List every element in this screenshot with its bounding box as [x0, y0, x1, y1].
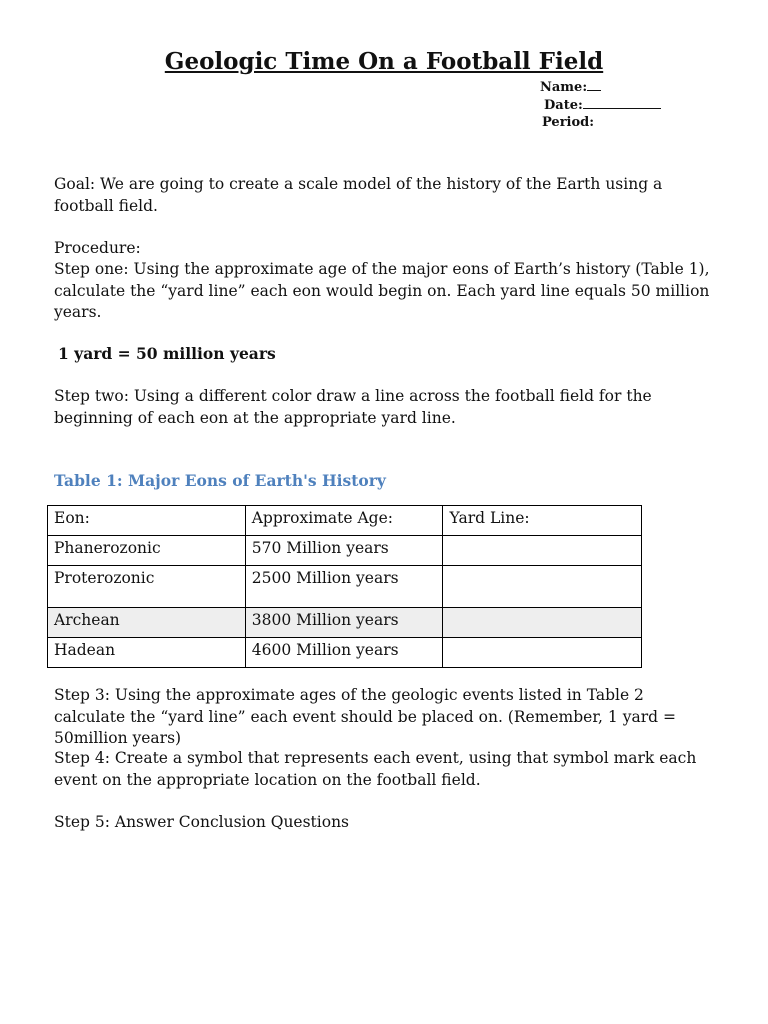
age-cell: 570 Million years: [245, 536, 443, 566]
period-field: [542, 114, 594, 132]
eon-cell: Hadean: [48, 638, 246, 668]
header-eon: Eon:: [48, 506, 246, 536]
eon-cell: Proterozonic: [48, 566, 246, 608]
step-two-paragraph: Step two: Using a different color draw a line across the football field for the beginning of each eon at the appropriate yard line.: [54, 387, 652, 427]
date-field: [544, 96, 661, 115]
table-row: [48, 536, 642, 566]
age-cell: 2500 Million years: [245, 566, 443, 608]
yard-cell[interactable]: [443, 638, 642, 668]
yard-cell[interactable]: [443, 566, 642, 608]
page-title: Geologic Time On a Football Field: [164, 48, 604, 75]
step-4-paragraph: Step 4: Create a symbol that represents each event, using that symbol mark each event on the appropriate location on the football field.: [54, 749, 697, 789]
eon-cell: Phanerozonic: [48, 536, 246, 566]
header-yard: Yard Line:: [443, 506, 642, 536]
table-row: [48, 566, 642, 608]
table-row: [48, 608, 642, 638]
name-blank: [587, 78, 601, 91]
date-blank: [583, 96, 661, 109]
scale-statement: 1 yard = 50 million years: [58, 344, 276, 363]
step-3-paragraph: Step 3: Using the approximate ages of the geologic events listed in Table 2 calculate the “yard line” each event should be placed on. (Remember, 1 yard = 50million years): [54, 686, 676, 747]
table-caption: Table 1: Major Eons of Earth's History: [54, 471, 386, 490]
period-label: Period:: [542, 115, 595, 130]
goal-paragraph: Goal: We are going to create a scale model of the history of the Earth using a football field.: [54, 175, 663, 215]
yard-cell[interactable]: [443, 608, 642, 638]
eon-cell: Archean: [48, 608, 246, 638]
header-age: Approximate Age:: [245, 506, 443, 536]
date-label: Date:: [544, 98, 583, 113]
eons-table: [47, 505, 642, 668]
name-field: [540, 78, 601, 97]
name-label: Name:: [540, 80, 588, 95]
age-cell: 3800 Million years: [245, 608, 443, 638]
procedure-heading: Procedure:: [54, 239, 141, 257]
yard-cell[interactable]: [443, 536, 642, 566]
age-cell: 4600 Million years: [245, 638, 443, 668]
table-header-row: [48, 506, 642, 536]
table-row: [48, 638, 642, 668]
step-5-paragraph: Step 5: Answer Conclusion Questions: [54, 813, 350, 831]
step-one-paragraph: Step one: Using the approximate age of the major eons of Earth’s history (Table 1), calculate the “yard line” each eon would begin on. Each yard line equals 50 million years.: [54, 260, 710, 321]
